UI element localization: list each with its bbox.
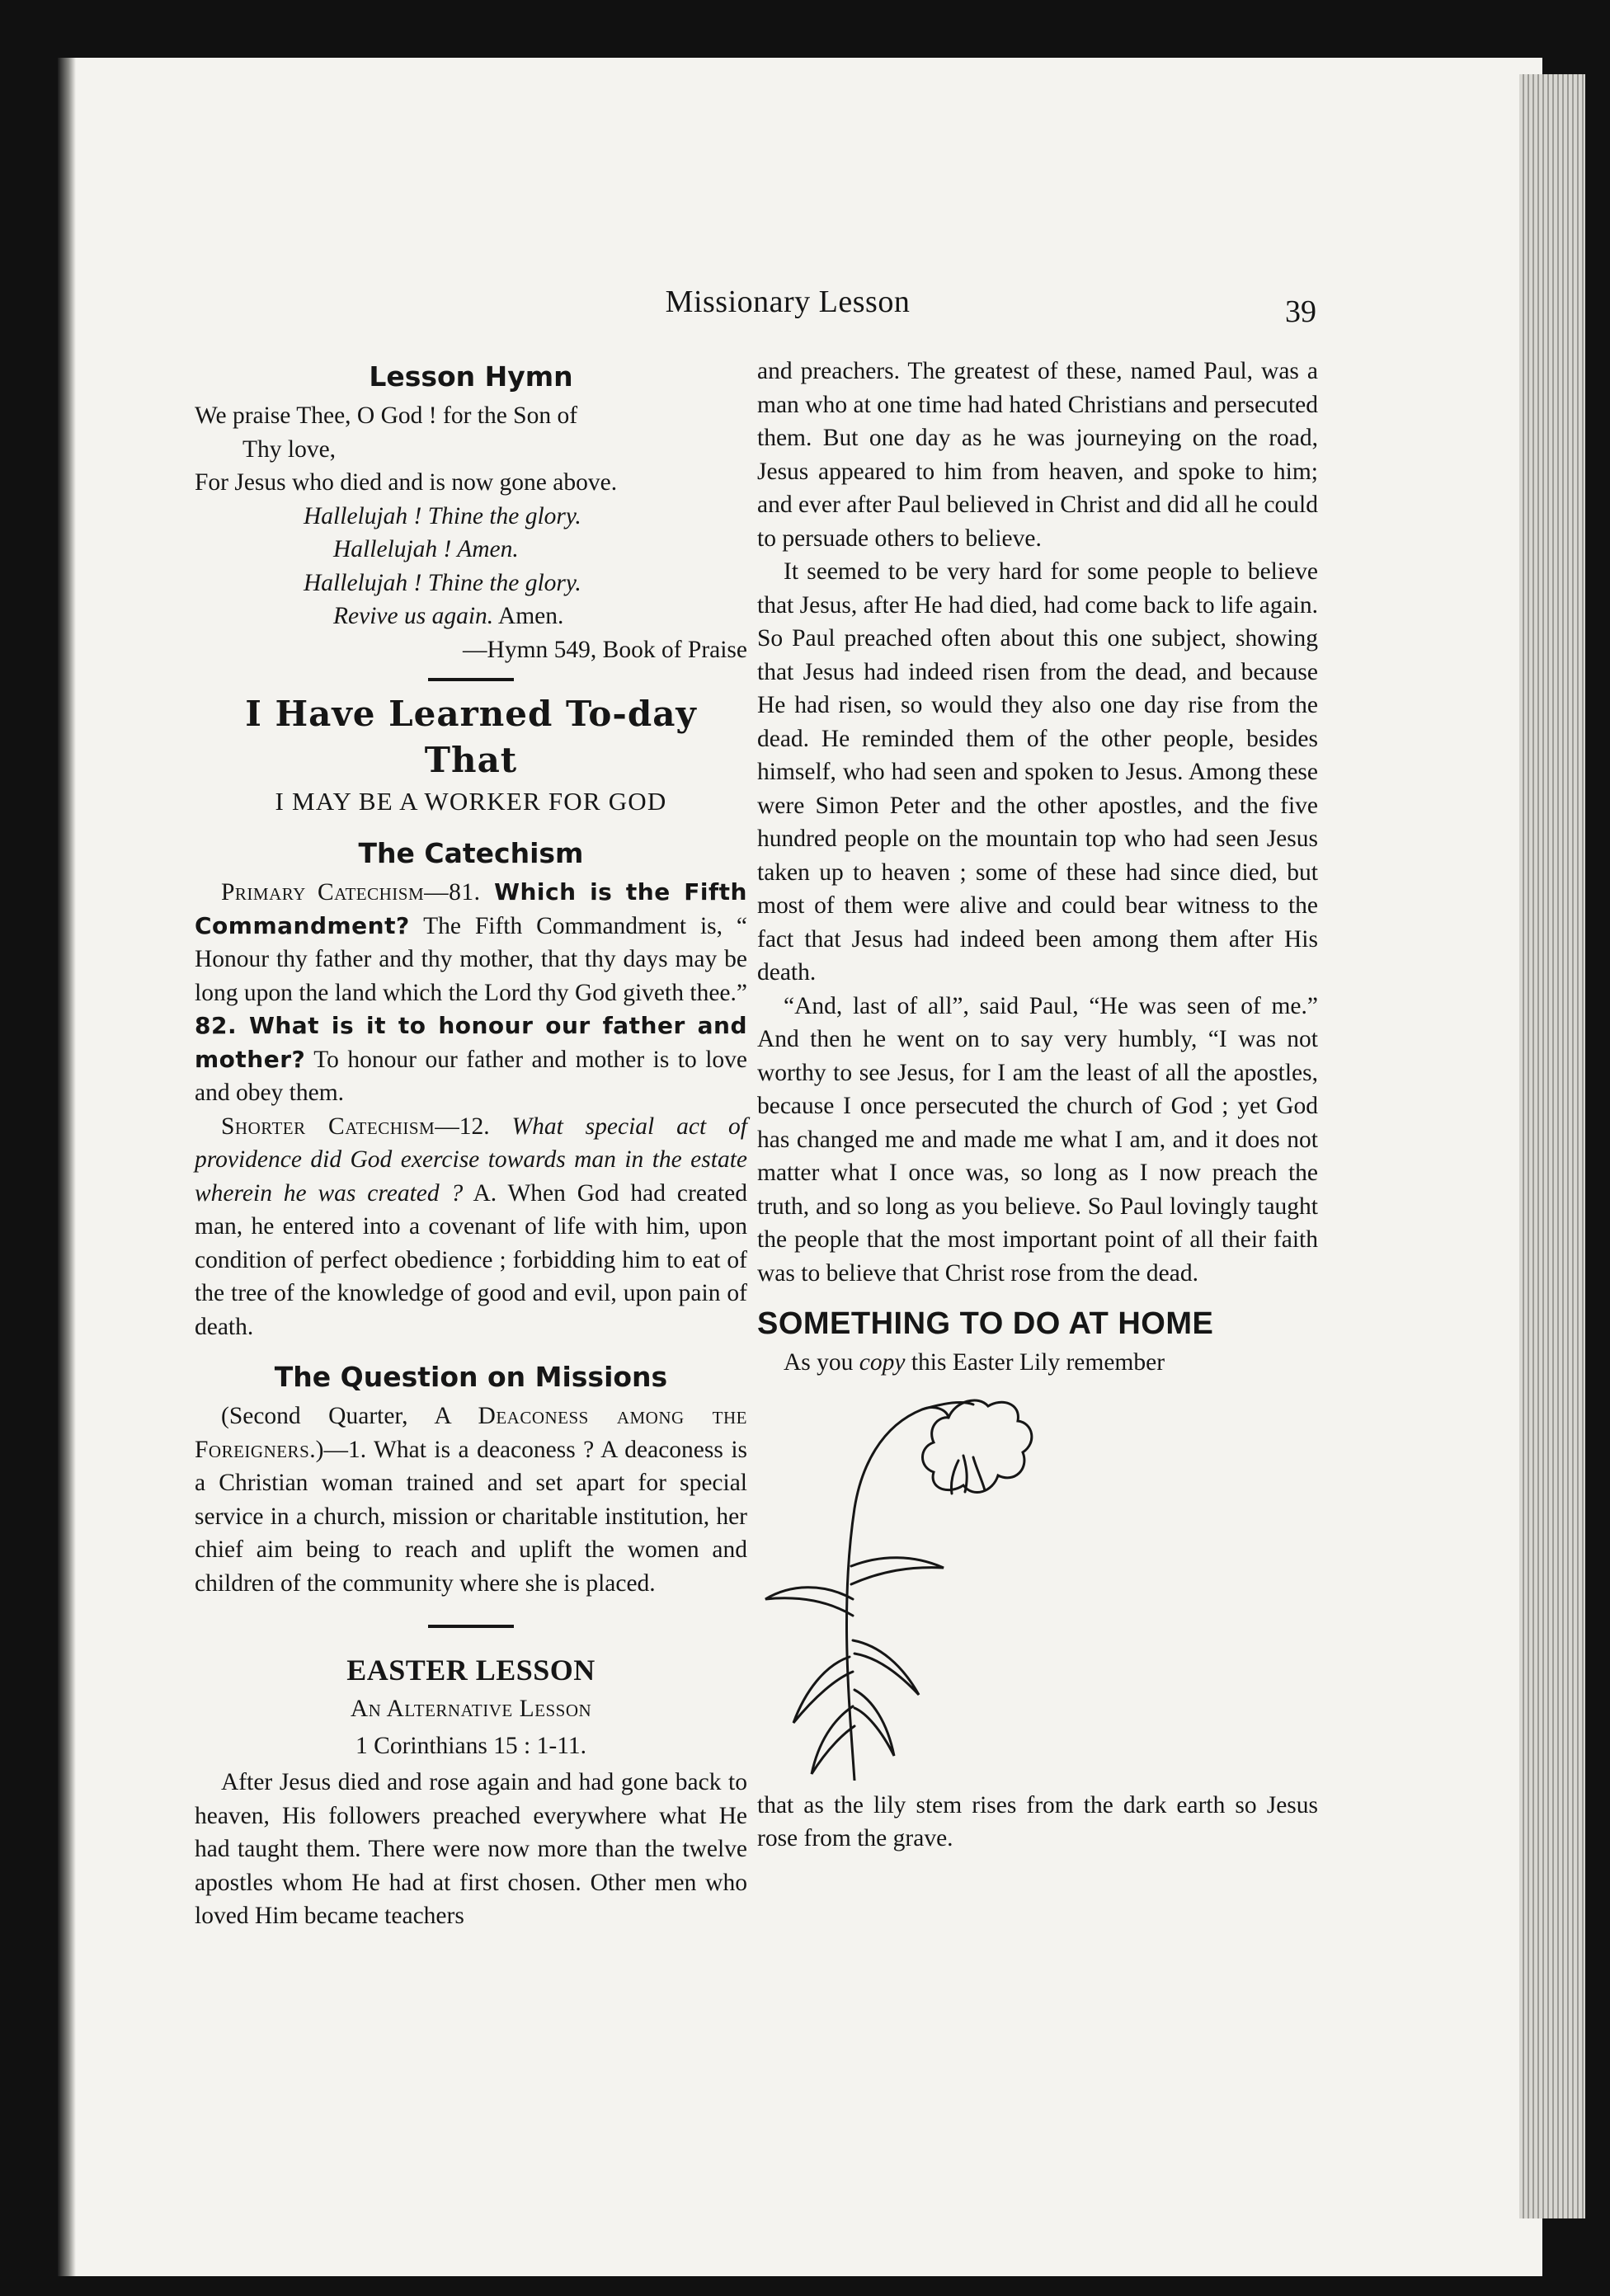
- missions-text: [195, 1400, 747, 1600]
- shorter-question: What special act of providence did God exercise towards man in the estate wherein he was created ?: [195, 1113, 747, 1207]
- easter-lily-illustration: [757, 1393, 1054, 1781]
- gap: [195, 820, 747, 831]
- gap: [195, 1343, 747, 1355]
- missions-body: .)—1. What is a deaconess ? A deaconess is a Christian woman trained and set apart for special service in a church, mission or charitable institution, her chief aim being to reach and uplift the women and children of the community where she is placed.: [195, 1436, 747, 1597]
- missions-smallcaps: Deaconess among the Foreigners: [195, 1403, 747, 1463]
- home-activity-text: [757, 1346, 1318, 1380]
- home-text-b: this Easter Lily remember: [905, 1349, 1165, 1376]
- easter-paragraph-2: It seemed to be very hard for some people to believe that Jesus, after He had died, had come back to life again. So Paul preached often about this one subject, showing that Jesus had indeed risen from the dead, and because He had risen, so would they also one day rise from the dead. He reminded them of the other people, besides himself, who had seen and spoken to Jesus. Among these were Simon Peter and the other apostles, and the five hundred people on the mountain top who had seen Jesus taken up to heaven ; some of these had since died, but most of them were alive and could bear witness to the fact that Jesus had indeed been among them after His death.: [757, 558, 1318, 986]
- shorter-label: Shorter Catechism: [221, 1113, 435, 1140]
- lily-stem: [846, 1407, 949, 1780]
- home-activity-text-2: that as the lily stem rises from the dark earth so Jesus rose from the grave.: [757, 1791, 1318, 1851]
- easter-scripture-ref: 1 Corinthians 15 : 1-11.: [355, 1732, 586, 1759]
- refrain-amen: Amen.: [493, 603, 564, 629]
- home-text-copy: copy: [859, 1349, 906, 1376]
- lily-leaf-6: [854, 1690, 894, 1756]
- easter-paragraph-1: After Jesus died and rose again and had gone back to heaven, His followers preached everywhere what He had taught them. There were now more than the twelve apostles whom He had at first chosen. Other men who loved Him became teachers: [195, 1769, 747, 1929]
- running-head: Missionary Lesson: [665, 285, 911, 319]
- divider-rule: [428, 1625, 514, 1628]
- lily-bud-stem: [922, 1402, 973, 1409]
- refrain-revive: Revive us again.: [333, 603, 494, 629]
- page-number: 39: [1285, 294, 1316, 329]
- hymn-attribution: —Hymn 549, Book of Praise: [463, 636, 747, 663]
- easter-paragraph-cont: and preachers. The greatest of these, named Paul, was a man who at one time had hated Christians and persecuted them. But one day as he was journeying on the road, Jesus appeared to him from heaven, and spoke to him; and ever after Paul believed in Christ and did all he could to persuade others to believe.: [757, 358, 1318, 552]
- refrain-line-2: Hallelujah ! Amen.: [333, 536, 519, 562]
- missions-heading: The Question on Missions: [274, 1361, 668, 1393]
- easter-paragraph-3: “And, last of all”, said Paul, “He was seen of me.” And then he went on to say very humbly, “I was not worthy to see Jesus, for I am the least of all the apostles, because I once persecuted the church of God ; yet God has changed me and made me what I am, and it does not matter what I once was, so long as I now preach the truth, and so long as you believe. So Paul lovingly taught the people that the most important point of all their faith was to believe that Christ rose from the dead.: [757, 992, 1318, 1287]
- lily-leaf-1: [765, 1587, 853, 1615]
- learned-subhead: I MAY BE A WORKER FOR GOD: [275, 787, 667, 816]
- primary-label: Primary Catechism—81.: [221, 879, 481, 906]
- primary-catechism: [195, 876, 747, 1110]
- hymn-line-3: For Jesus who died and is now gone above.: [195, 469, 618, 496]
- left-column: [195, 355, 747, 1933]
- refrain-line-3: Hallelujah ! Thine the glory.: [304, 569, 581, 596]
- home-text-a: As you: [784, 1349, 859, 1376]
- easter-heading: EASTER LESSON: [346, 1654, 596, 1687]
- lesson-hymn-heading: Lesson Hymn: [369, 360, 573, 393]
- lily-leaf-2: [851, 1557, 944, 1583]
- shorter-answer: A. When God had created man, he entered into a covenant of life with him, upon condition of perfect obedience ; forbidding him to eat of the tree of the knowledge of good and evil, upon pain of death.: [195, 1179, 748, 1340]
- shorter-catechism: [195, 1110, 747, 1344]
- easter-subheading: An Alternative Lesson: [350, 1696, 592, 1722]
- primary-question-81: Which is the Fifth Commandment?: [195, 878, 747, 939]
- refrain-line-1: Hallelujah ! Thine the glory.: [304, 502, 581, 529]
- primary-question-82: 82. What is it to honour our father and mother?: [195, 1012, 747, 1073]
- right-column: [757, 355, 1318, 1856]
- hymn-line-2: Thy love,: [242, 435, 337, 463]
- page-edges: [1519, 74, 1585, 2218]
- hymn-line-1: We praise Thee, O God ! for the Son of: [195, 402, 578, 429]
- primary-answer-81: The Fifth Commandment is, “ Honour thy father and thy mother, that thy days may be long upon the land which the Lord thy God giveth thee.”: [195, 912, 747, 1006]
- lily-flower: [923, 1400, 1032, 1492]
- lily-leaf-5: [812, 1706, 854, 1774]
- missions-open: (Second Quarter, A: [221, 1403, 478, 1429]
- learned-heading: I Have Learned To-day That: [245, 694, 697, 780]
- book-spine: [58, 58, 76, 2276]
- lily-leaf-4: [853, 1640, 919, 1695]
- shorter-num: —12.: [435, 1113, 512, 1140]
- home-activity-heading: SOMETHING TO DO AT HOME: [757, 1306, 1214, 1341]
- primary-answer-82: To honour our father and mother is to love and obey them.: [195, 1046, 747, 1106]
- divider-rule: [428, 678, 514, 681]
- refrain-line-4: [195, 600, 747, 633]
- catechism-heading: The Catechism: [358, 837, 584, 869]
